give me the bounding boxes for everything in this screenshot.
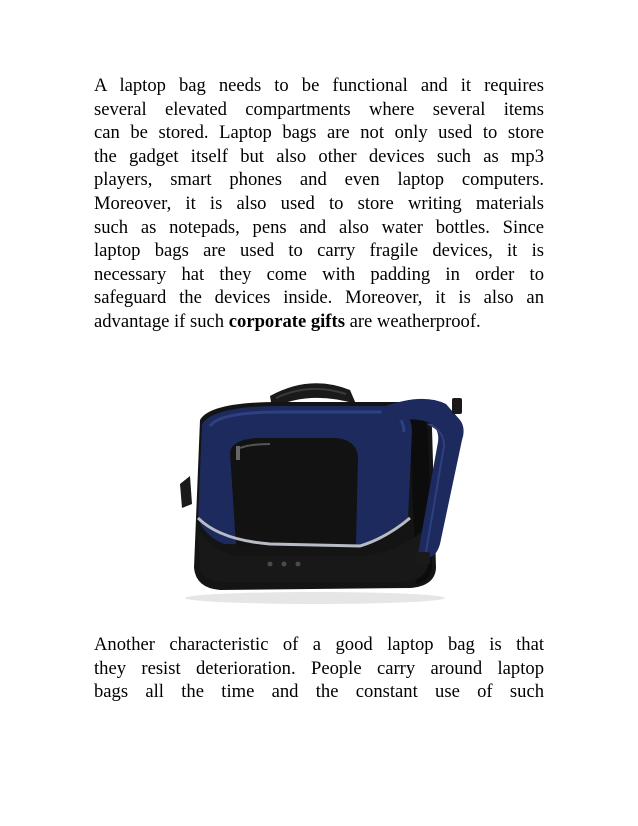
text-before-link: advantage if such <box>94 310 229 332</box>
paragraph-1-line: can be stored. Laptop bags are not only used to store <box>94 122 544 144</box>
paragraph-1-line: several elevated compartments where several items <box>94 98 544 120</box>
paragraph-1-line: players, smart phones and even laptop computers. <box>94 169 544 191</box>
paragraph-2 <box>94 633 544 704</box>
paragraph-1-line: the gadget itself but also other devices such as mp3 <box>94 145 544 167</box>
text-after-link: are weatherproof. <box>344 310 481 332</box>
laptop-messenger-bag-photo <box>160 368 480 608</box>
paragraph-2-line: Another characteristic of a good laptop bag is that <box>94 634 544 655</box>
paragraph-1 <box>94 74 544 334</box>
paragraph-1-line: Moreover, it is also used to store writing materials <box>94 192 544 214</box>
paragraph-1-line: safeguard the devices inside. Moreover, it is also an <box>94 287 544 309</box>
paragraph-1-line: A laptop bag needs to be functional and it requires <box>94 75 544 96</box>
paragraph-1-line: laptop bags are used to carry fragile devices, it is <box>94 240 544 262</box>
paragraph-2-line: bags all the time and the constant use of such <box>94 681 544 703</box>
paragraph-1-line: necessary hat they come with padding in order to <box>94 263 544 285</box>
paragraph-2-line: they resist deterioration. People carry around laptop <box>94 657 544 679</box>
corporate-gifts-keyword: corporate gifts <box>228 310 345 332</box>
paragraph-1-last-line <box>94 310 544 334</box>
paragraph-1-line: such as notepads, pens and also water bottles. Since <box>94 216 544 238</box>
